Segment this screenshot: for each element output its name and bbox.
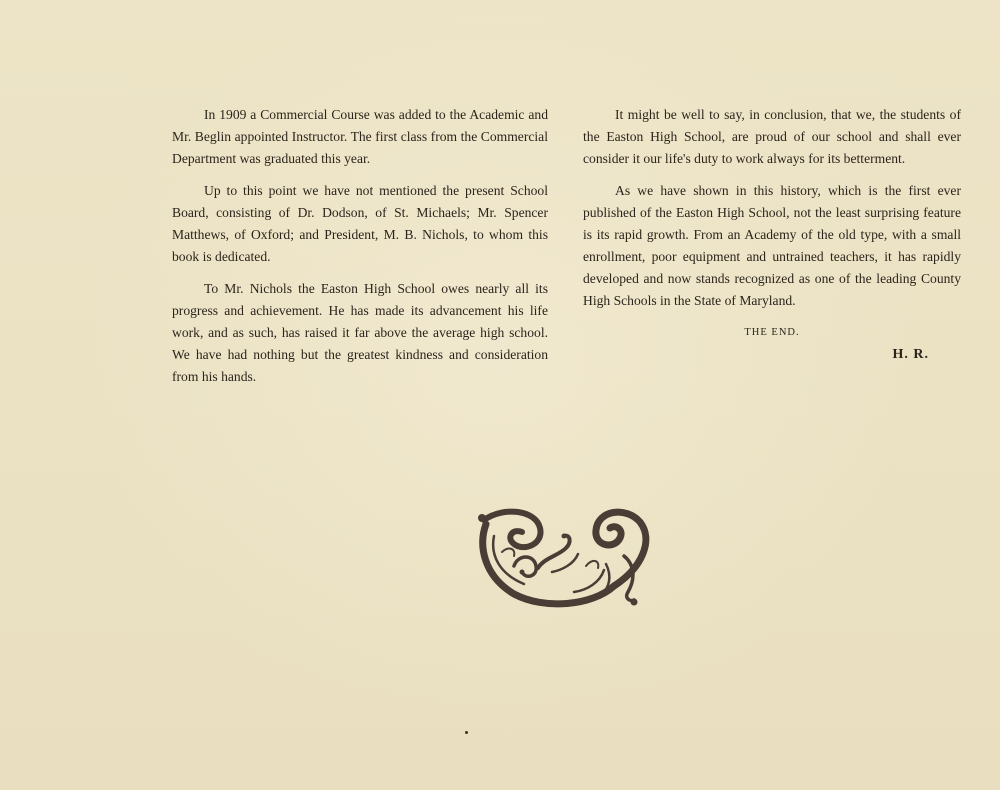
- the-end-label: THE END.: [744, 327, 800, 338]
- paragraph-commercial-course: In 1909 a Commercial Course was added to the Academic and Mr. Beglin appointed Instructor. The first class from the Commercial Department was graduated this year.: [172, 107, 548, 166]
- paragraph-school-board: Up to this point we have not mentioned the present School Board, consisting of Dr. Dodson, of St. Michaels; Mr. Spencer Matthews, of Oxford; and President, M. B. Nichols, to whom this book is dedicated.: [172, 183, 548, 264]
- paragraph-history-growth: As we have shown in this history, which is the first ever published of the Easton High School, not the least surprising feature is its rapid growth. From an Academy of the old type, with a small enrollment, poor equipment and untrained teachers, it has rapidly developed and now stands recognized as one of the leading County High Schools in the State of Maryland.: [583, 183, 961, 308]
- scroll-flourish-icon: [474, 506, 658, 612]
- right-text-column: [583, 104, 961, 366]
- paragraph-mr-nichols: To Mr. Nichols the Easton High School owes nearly all its progress and achievement. He has made its advancement his life work, and as such, has raised it far above the average high school. We have had nothing but the greatest kindness and consideration from his hands.: [172, 281, 548, 384]
- paper-speck: [465, 731, 468, 734]
- left-text-column: [172, 104, 548, 398]
- paragraph-conclusion: It might be well to say, in conclusion, that we, the students of the Easton High School, are proud of our school and shall ever consider it our life's duty to work always for its betterment.: [583, 107, 961, 166]
- author-initials: H. R.: [892, 347, 929, 362]
